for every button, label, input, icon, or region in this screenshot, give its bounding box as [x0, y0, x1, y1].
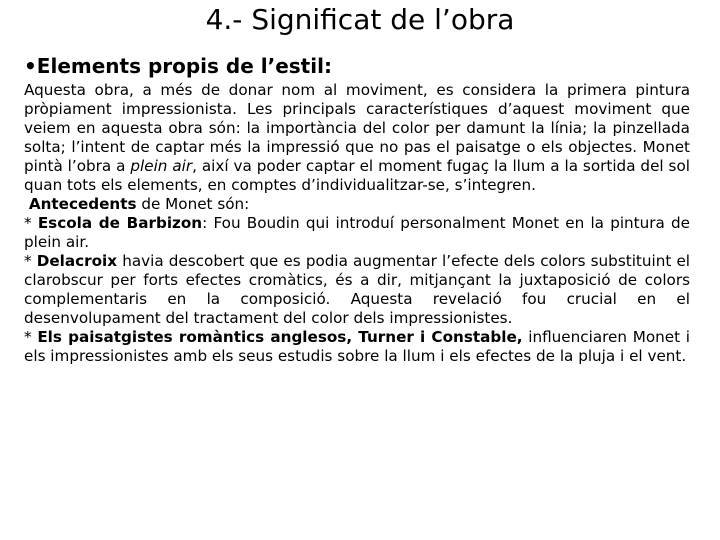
- antecedent-item: [24, 252, 690, 328]
- antecedent-item: [24, 328, 690, 366]
- item-text: influenciaren Monet i els impressionistes amb els seus estudis sobre la llum i els efectes de la pluja i el vent.: [24, 328, 690, 365]
- item-marker: *: [24, 252, 37, 270]
- bullet-marker: •: [24, 54, 37, 78]
- item-name: Delacroix: [36, 252, 118, 270]
- antecedents-rest: de Monet són:: [136, 195, 250, 213]
- description-text: Aquesta obra, a més de donar nom al moviment, es considera la primera pintura pròpiament impressionista. Les principals característiques d’aquest moviment que veiem en aquesta obra són: la importància del color per damunt la línia; la pinzellada solta; l’intent de captar més la impressió que no pas el paisatge o els objectes. Monet pintà l’obra a: [24, 81, 690, 175]
- description-text-end: , així va poder captar el moment fugaç la llum a la sortida del sol quan tots els elements, en comptes d’individualitzar-se, s’integren.: [24, 157, 690, 194]
- section-heading-text: Elements propis de l’estil:: [36, 54, 332, 78]
- item-marker: *: [24, 214, 38, 232]
- item-text: havia descobert que es podia augmentar l’efecte dels colors substituint el clarobscur per forts efectes cromàtics, és a dir, mitjançant la juxtaposició de colors complementaris en la composició. Aquesta revelació fou crucial en el desenvolupament del tractament del color dels impressionistes.: [24, 252, 691, 327]
- item-name: Escola de Barbizon: [37, 214, 203, 232]
- antecedent-item: [24, 214, 690, 252]
- body-text: [24, 81, 690, 366]
- antecedents-heading: [24, 195, 690, 214]
- item-name: Els paisatgistes romàntics anglesos, Turner i Constable,: [37, 328, 523, 346]
- description-italic-term: plein air: [130, 157, 193, 175]
- description-paragraph: [24, 81, 690, 195]
- slide-title: 4.- Significat de l’obra: [205, 3, 515, 36]
- section-heading: [24, 52, 332, 80]
- item-text: : Fou Boudin qui introduí personalment Monet en la pintura de plein air.: [24, 214, 691, 251]
- item-marker: *: [24, 328, 38, 346]
- antecedents-bold: Antecedents: [28, 195, 137, 213]
